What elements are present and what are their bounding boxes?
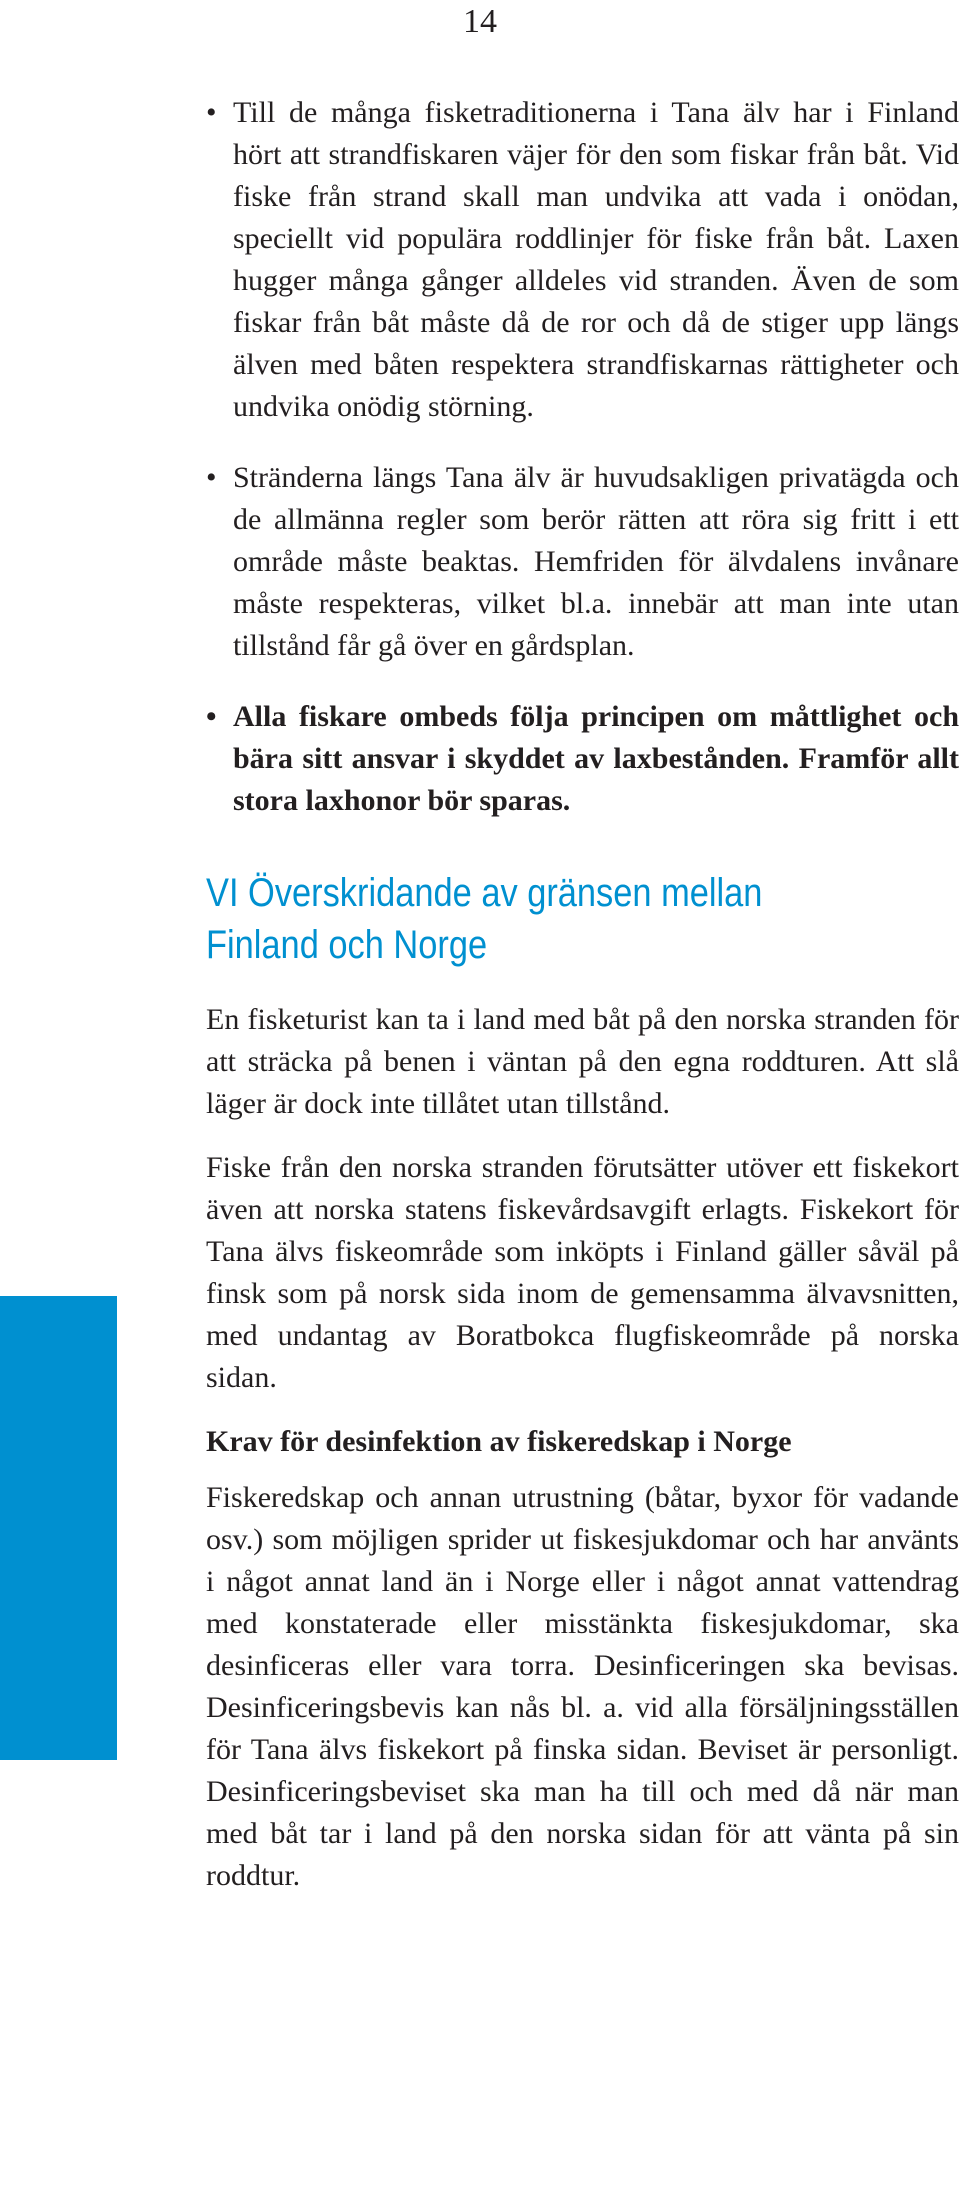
section-heading — [206, 867, 854, 971]
bullet-list — [206, 92, 959, 822]
subheading-disinfection: Krav för desinfektion av fiskeredskap i Norge — [206, 1425, 792, 1458]
bullet-text: Till de många fisketraditionerna i Tana älv har i Finland hört att strandfiskaren väjer för den som fiskar från båt. Vid fiske från strand skall man undvika att vada i onödan, speciellt vid populära roddlinjer för fiske från båt. Laxen hugger många gånger alldeles vid stranden. Även de som fiskar från båt måste då de ror och då de stiger upp längs älven med båten respektera strandfiskarnas rättigheter och undvika onödig störning. — [233, 96, 959, 423]
page-number: 14 — [463, 3, 497, 40]
paragraph-norwegian-fishing: Fiske från den norska stranden förutsätter utöver ett fiskekort även att norska statens fiskevårdsavgift erlagts. Fiskekort för Tana älvs fiskeområde som inköpts i Finland gäller såväl på finsk som på norsk sida inom de gemensamma älvavsnitten, med undantag av Boratbokca flugfiskeområde på norska sidan. — [206, 1151, 959, 1394]
bullet-icon: • — [206, 96, 217, 129]
bullet-text: Stränderna längs Tana älv är huvudsakligen privatägda och de allmänna regler som berör rätten att röra sig fritt i ett område måste beaktas. Hemfriden för älvdalens invånare måste respekteras, vilket bl.a. innebär att man inte utan tillstånd får gå över en gårdsplan. — [233, 461, 959, 662]
bullet-icon: • — [206, 461, 217, 494]
bullet-item-boat-priority — [206, 92, 959, 428]
paragraph-disinfection: Fiskeredskap och annan utrustning (båtar, byxor för vadande osv.) som möjligen sprider ut fiskesjukdomar och har använts i något annat land än i Norge eller i något annat vattendrag med konstaterade eller misstänkta fiskesjukdomar, ska desinficeras eller vara torra. Desinficeringen ska bevisas. Desinficeringsbevis kan nås bl. a. vid alla försäljningsställen för Tana älvs fiskekort på finska sidan. Beviset är personligt. Desinficeringsbeviset ska man ha till och med då när man med båt tar i land på den norska sidan för att vänta på sin roddtur. — [206, 1481, 959, 1892]
section-heading-line-2: Finland och Norge — [206, 923, 488, 967]
bullet-icon: • — [206, 700, 217, 733]
side-color-tab — [0, 1296, 117, 1760]
bullet-text: Alla fiskare ombeds följa principen om måttlighet och bära sitt ansvar i skyddet av laxbestånden. Framför allt stora laxhonor bör sparas. — [233, 700, 959, 817]
section-heading-line-1: VI Överskridande av gränsen mellan — [206, 871, 763, 915]
bullet-item-private-shores — [206, 457, 959, 667]
paragraph-landing: En fisketurist kan ta i land med båt på den norska stranden för att sträcka på benen i väntan på den egna roddturen. Att slå läger är dock inte tillåtet utan tillstånd. — [206, 1003, 959, 1120]
page-content — [206, 92, 959, 1919]
bullet-item-moderation — [206, 696, 959, 822]
